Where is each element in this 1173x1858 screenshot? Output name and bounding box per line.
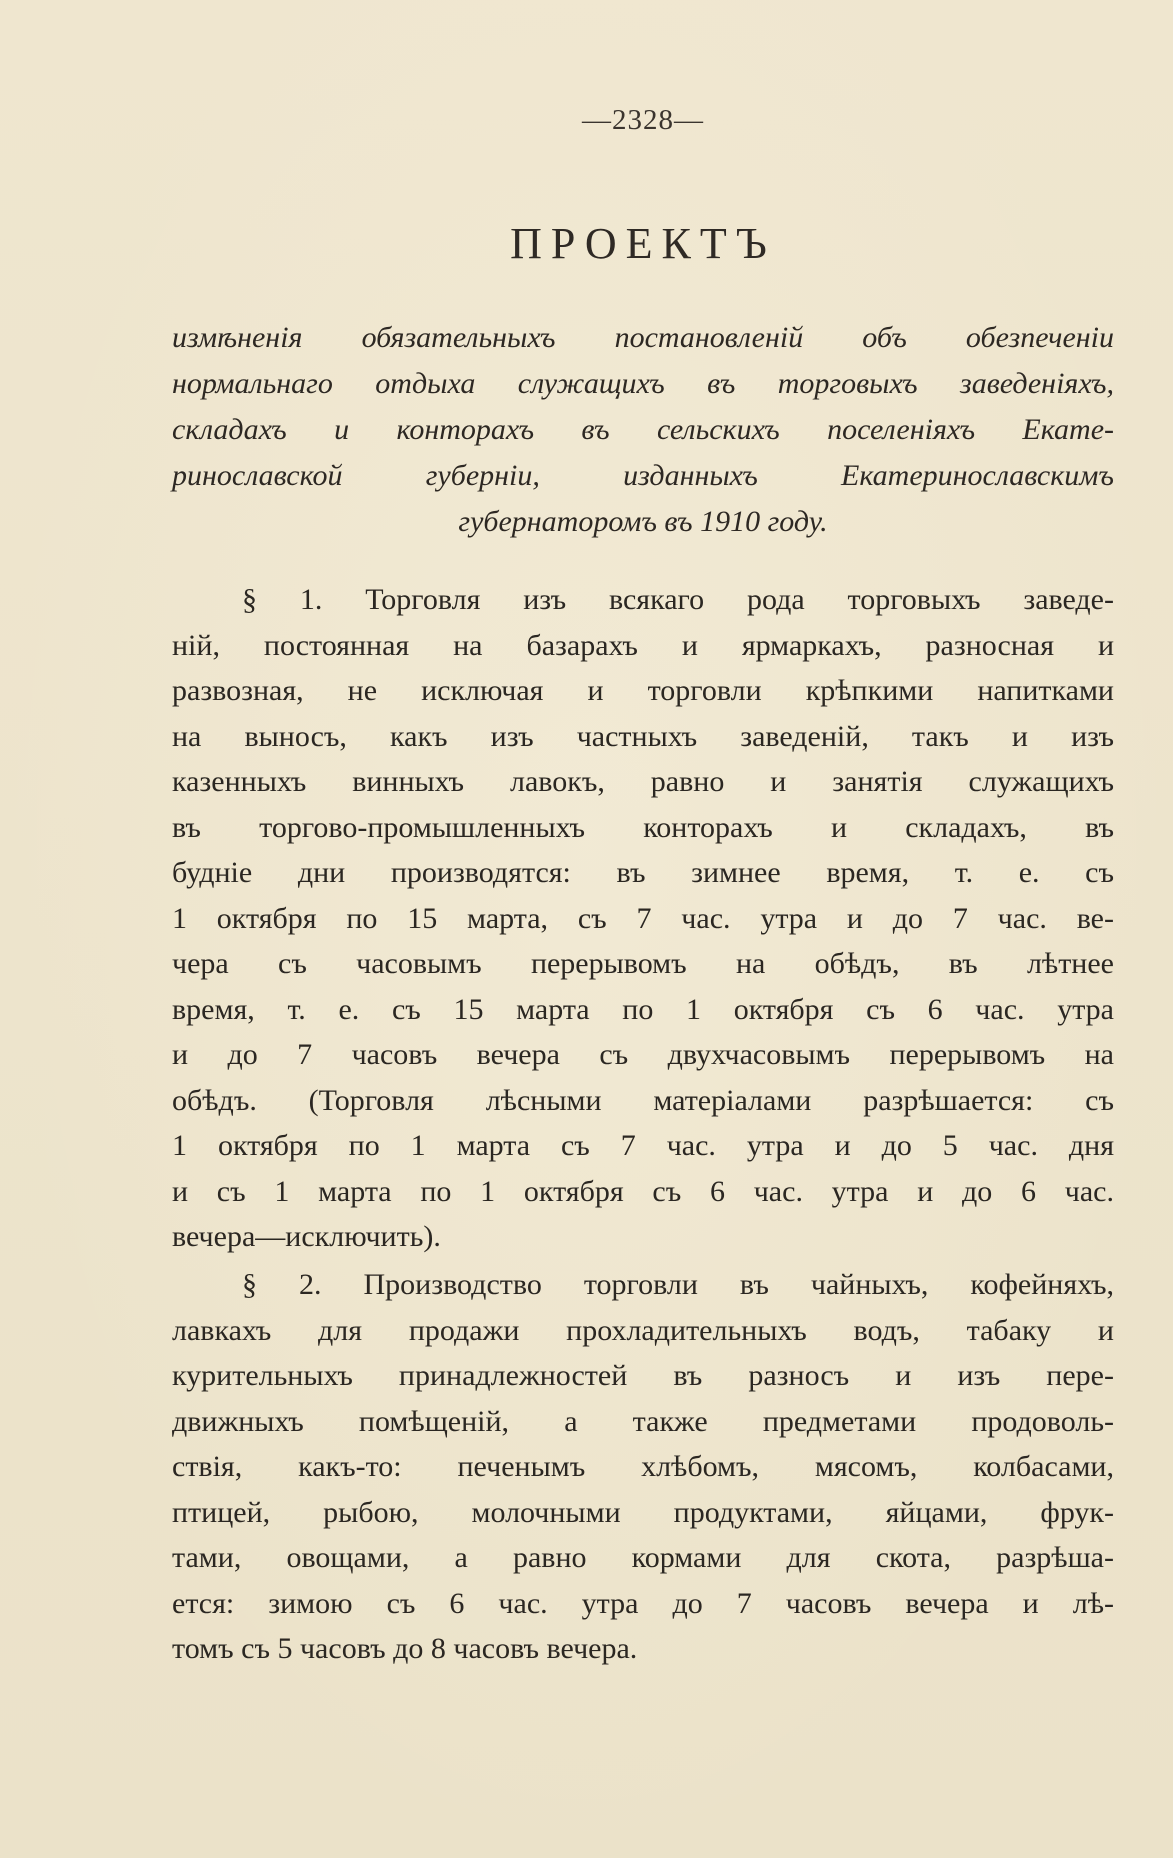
paragraph-line: казенныхъ винныхъ лавокъ, равно и занятія служащихъ (172, 765, 1114, 798)
document-subtitle (172, 315, 1114, 545)
paragraph-line: § 2. Производство торговли въ чайныхъ, кофейняхъ, (242, 1268, 1114, 1301)
paragraph-line: лавкахъ для продажи прохладительныхъ водъ, табаку и (172, 1313, 1114, 1347)
paragraph-section-1 (172, 577, 1114, 1260)
subtitle-line: ринославской губерніи, изданныхъ Екатеринославскимъ (172, 459, 1114, 492)
paragraph-line: на выносъ, какъ изъ частныхъ заведеній, такъ и изъ (172, 719, 1114, 753)
document-title: ПРОЕКТЪ (510, 219, 776, 268)
paragraph-line: развозная, не исключая и торговли крѣпкими напитками (172, 674, 1114, 707)
paragraph-line: § 1. Торговля изъ всякаго рода торговыхъ заведе- (242, 583, 1114, 616)
paragraph-line: и до 7 часовъ вечера съ двухчасовымъ перерывомъ на (172, 1038, 1114, 1071)
paragraph-line: курительныхъ принадлежностей въ разносъ и изъ пере- (172, 1359, 1114, 1392)
paragraph-line: 1 октября по 15 марта, съ 7 час. утра и до 7 час. ве- (172, 901, 1114, 935)
paragraph-section-2 (172, 1262, 1114, 1672)
paragraph-line: ется: зимою съ 6 час. утра до 7 часовъ вечера и лѣ- (172, 1586, 1114, 1620)
subtitle-line: губернаторомъ въ 1910 году. (458, 505, 828, 538)
paragraph-line: чера съ часовымъ перерывомъ на обѣдъ, въ лѣтнее (172, 947, 1114, 980)
page-number: —2328— (582, 104, 704, 136)
paragraph-line: тами, овощами, а равно кормами для скота, разрѣша- (172, 1541, 1114, 1574)
paragraph-line: томъ съ 5 часовъ до 8 часовъ вечера. (172, 1632, 638, 1665)
paragraph-line: движныхъ помѣщеній, а также предметами продоволь- (172, 1404, 1114, 1438)
paragraph-line: 1 октября по 1 марта съ 7 час. утра и до 5 час. дня (172, 1129, 1114, 1162)
paragraph-line: обѣдъ. (Торговля лѣсными матеріалами разрѣшается: съ (172, 1083, 1114, 1117)
paragraph-line: и съ 1 марта по 1 октября съ 6 час. утра и до 6 час. (172, 1174, 1114, 1208)
subtitle-line: измѣненія обязательныхъ постановленій объ обезпеченіи (172, 321, 1114, 354)
paragraph-line: птицей, рыбою, молочными продуктами, яйцами, фрук- (172, 1495, 1114, 1529)
paragraph-line: будніе дни производятся: въ зимнее время, т. е. съ (172, 856, 1114, 889)
paragraph-line: вечера—исключить). (172, 1220, 441, 1253)
paragraph-line: время, т. е. съ 15 марта по 1 октября съ 6 час. утра (172, 992, 1114, 1026)
paragraph-line: ній, постоянная на базарахъ и ярмаркахъ, разносная и (172, 628, 1114, 662)
paragraph-line: въ торгово-промышленныхъ конторахъ и складахъ, въ (172, 810, 1114, 844)
subtitle-line: складахъ и конторахъ въ сельскихъ поселеніяхъ Екате- (172, 413, 1114, 446)
subtitle-line: нормальнаго отдыха служащихъ въ торговыхъ заведеніяхъ, (172, 367, 1114, 400)
paragraph-line: ствія, какъ-то: печенымъ хлѣбомъ, мясомъ, колбасами, (172, 1450, 1114, 1483)
